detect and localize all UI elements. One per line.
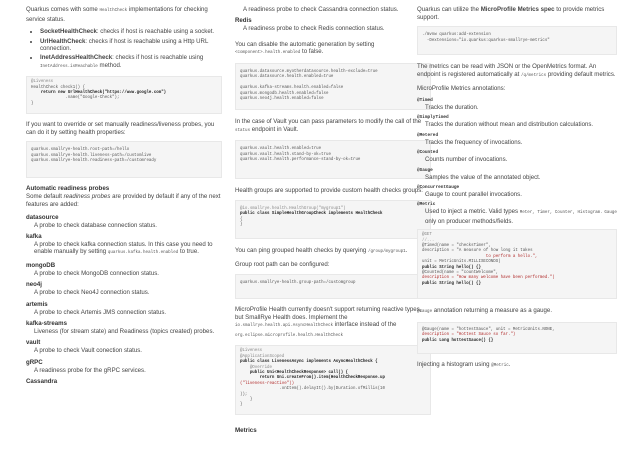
code-line: .name("Google-Check");	[31, 96, 120, 101]
vault-text-end: endpoint in Vault.	[251, 125, 299, 133]
code-line: -Dextensions="io.quarkus:quarkus-smallrye-metrics"	[422, 38, 550, 43]
code-line: quarkus.smallrye-health.readiness-path=/customready	[31, 159, 157, 164]
probe-list	[26, 214, 222, 386]
reactive-code-2: org.eclipse.microprofile.health.HealthCheck	[235, 333, 344, 338]
code-line: //...	[422, 238, 435, 243]
probe-desc: A probe to check Vault conection status.	[34, 347, 142, 355]
metrics-intro-paragraph	[417, 6, 617, 21]
reactive-paragraph	[235, 306, 431, 340]
code-line: @Liveness	[31, 80, 54, 85]
code-line: public class LivenessAsync implements AsyncHealthCheck {	[240, 360, 378, 365]
code-line: to perform a hello.",	[422, 254, 538, 259]
code-line: quarkus.vault.health.enabled=true	[240, 147, 322, 152]
probe-desc-tail: to true.	[179, 248, 199, 256]
probe-desc-code: quarkus.kafka.health.enabled	[107, 251, 179, 256]
cassandra-desc: A readiness probe to check Cassandra connection status.	[243, 6, 399, 13]
ping-text: You can ping grouped health checks by querying	[235, 246, 367, 254]
histogram-code: @Metric	[491, 363, 509, 368]
annotation-gauge: Gauge	[604, 211, 617, 216]
code-line: return Uni.createFrom().item(HealthCheckResponse.up	[240, 376, 385, 381]
code-block-gauge	[417, 322, 617, 354]
probe-desc: Liveness (for stream state) and Readiness (topics created) probes.	[34, 328, 215, 336]
redis-desc: A readiness probe to check Redis connection status.	[243, 25, 385, 33]
format-text-end: providing default metrics.	[547, 70, 616, 78]
probe-desc: A probe to check Artemis JMS connection status.	[34, 308, 167, 316]
code-line: public Long hottestSauce() {}	[422, 338, 494, 343]
list-item	[40, 54, 222, 71]
redis-term: Redis	[235, 17, 252, 25]
code-block-timed	[417, 229, 617, 299]
code-line: return new UrlHealthCheck("https://www.google.com")	[31, 91, 167, 96]
probe-term: artemis	[26, 300, 48, 308]
probe-term: gRPC	[26, 358, 43, 366]
bullet-text: : checks if host is reachable using a socket.	[96, 28, 215, 36]
code-block-vault	[235, 140, 431, 179]
histogram-text: Injecting a histogram using	[417, 360, 490, 368]
disable-paragraph	[235, 41, 431, 58]
code-line: @Gauge(name = "hottestSauce", unit = MetricUnits.NONE,	[422, 327, 555, 332]
auto-text-em: readiness probes	[63, 193, 111, 201]
code-block-add-extension	[417, 26, 617, 55]
auto-readiness-paragraph	[26, 193, 222, 208]
code-line: }	[240, 398, 253, 402]
bullet-text: : checks if host is reachable using a Http URL connection.	[40, 37, 209, 52]
annotations-list	[417, 98, 617, 225]
code-line: @Timed(name = "checksTimer",	[422, 244, 491, 249]
code-line: quarkus.smallrye-health.liveness-path=/customlive	[31, 153, 152, 158]
probe-desc: A probe to check MongoDB connection status.	[34, 269, 159, 277]
vault-text: In the case of Vault you can pass parameters to modify the call of the	[235, 118, 422, 125]
bullet-name: InetAddressHealthCheck	[40, 54, 113, 62]
annotation-term: @Metric	[417, 202, 436, 208]
bullet-tail: method.	[99, 61, 122, 69]
code-block-async	[235, 345, 431, 415]
code-line: ));	[240, 392, 248, 397]
reactive-text-mid: interface instead of the	[334, 321, 397, 329]
annotation-desc: Tracks the duration without mean and distribution calculations.	[425, 121, 594, 129]
disable-text: You can disable the automatic generation by setting	[235, 40, 375, 48]
intro-text-end: implementations for checking service status.	[26, 6, 208, 23]
code-line: .onItem().delayIt().by(Duration.ofMillis(10	[240, 387, 385, 392]
metrics-format-paragraph	[417, 63, 617, 80]
annotation-term: @Counted	[417, 150, 439, 156]
code-line: public String hello() {}	[422, 281, 481, 286]
probe-term: mongoDB	[26, 261, 56, 269]
probe-desc: A probe to check database connection status.	[34, 221, 157, 229]
auto-readiness-heading: Automatic readiness probes	[26, 185, 110, 193]
annotation-term: @Metered	[417, 132, 439, 138]
metrics-intro-text: Quarkus can utilize the	[417, 6, 479, 13]
list-item	[40, 38, 222, 53]
histogram-text-end: .	[508, 360, 511, 368]
code-line: @io.smallrye.health.HealthGroup("mygroup1")	[240, 206, 346, 211]
code-block-group	[235, 200, 431, 239]
gauge-paragraph	[417, 307, 617, 317]
metrics-spec-link: MicroProfile Metrics spec	[480, 6, 555, 13]
code-line: quarkus.smallrye-health.root-path=/hello	[31, 148, 130, 153]
probe-term: kafka-streams	[26, 320, 67, 328]
intro-code: HealthCheck	[99, 9, 128, 13]
annotation-term: @Gauge	[417, 167, 433, 173]
ping-code: /group/mygroup1	[367, 249, 406, 254]
code-line: @GET	[422, 233, 432, 238]
code-line: quarkus.vault.health.performance-stand-by-ok=true	[240, 158, 361, 162]
ping-paragraph	[235, 247, 431, 257]
bullet-name: UrlHealthCheck	[40, 37, 86, 45]
code-line: description = "Hottest Sauce so far.")	[422, 333, 516, 338]
format-text: The metrics can be read with JSON or the OpenMetrics format. An endpoint is registered automatically at	[417, 63, 597, 78]
annotation-desc: Samples the value of the annotated object.	[425, 173, 541, 181]
probe-term: datasource	[26, 213, 59, 221]
auto-text: Some default	[26, 193, 62, 201]
vault-paragraph	[235, 118, 431, 135]
format-code: /q/metrics	[521, 73, 547, 78]
code-line: @Counted(name = "countWelcome",	[422, 271, 499, 276]
probe-term: vault	[26, 339, 41, 347]
column-2	[235, 0, 431, 459]
code-block-disable	[235, 63, 431, 110]
disable-text-end: to false.	[302, 48, 324, 56]
probe-term: kafka	[26, 233, 42, 240]
code-line: unit = MetricUnits.MILLISECONDS)	[422, 260, 501, 265]
metrics-intro-end: to provide metrics support.	[417, 6, 605, 21]
code-line: public class SimpleHealthGroupCheck implements HealthCheck	[240, 212, 383, 217]
probe-desc-text: A probe to check kafka connection status. In this case you need to enable manually by setting	[34, 241, 213, 256]
column-3	[417, 0, 617, 459]
annotation-desc: Tracks the frequency of invocations.	[425, 138, 523, 146]
code-line: description = "How many welcome have been performed.")	[422, 276, 555, 281]
code-line: }	[31, 101, 34, 106]
annotation-desc: Counts number of invocations.	[425, 156, 508, 164]
code-line: public Uni<HealthCheckResponse> call() {	[240, 370, 349, 375]
health-check-list	[26, 28, 222, 71]
annotation-term: @ConcurrentGauge	[417, 185, 460, 190]
code-block-url-check	[26, 76, 222, 114]
histogram-paragraph	[417, 361, 617, 371]
probe-desc	[34, 241, 222, 258]
gauge-code: @Gauge	[417, 310, 433, 315]
probe-desc: A probe to check Neo4J connection status.	[34, 289, 150, 297]
annotation-term: @SimplyTimed	[417, 115, 449, 121]
code-line: ("liveness-reactive"))	[240, 381, 295, 386]
code-line: }	[240, 223, 243, 227]
vault-code: status	[235, 128, 251, 133]
disable-code: <component>.health.enabled	[235, 51, 301, 56]
code-line: }	[240, 403, 243, 408]
probe-term: Cassandra	[26, 378, 58, 386]
groups-paragraph: Health groups are supported to provide custom health checks groups:	[235, 187, 423, 195]
code-line: @ApplicationScoped	[240, 354, 285, 359]
probe-desc: A readiness probe for the gRPC services.	[34, 366, 146, 374]
annotation-desc-text: Used to inject a metric. Valid types	[425, 208, 519, 216]
annotations-intro: MicroProfile Metrics annotations:	[417, 85, 506, 93]
code-line: quarkus.smallrye-health.group-path=/customgroup	[240, 280, 356, 285]
code-line: HealthCheck check1() {	[31, 85, 86, 90]
annotation-desc	[425, 208, 617, 225]
root-path-paragraph: Group root path can be configured:	[235, 261, 330, 269]
code-line: {	[240, 217, 243, 222]
code-line: description = "A measure of how long it takes	[422, 249, 533, 254]
annotation-types: Meter, Timer, Counter, Histogram.	[519, 211, 603, 216]
annotation-term: @Timed	[417, 97, 433, 103]
list-item	[40, 28, 222, 35]
bullet-name: SocketHealthCheck	[40, 28, 97, 36]
code-line: @Liveness	[240, 349, 263, 354]
code-line: quarkus.neo4j.health.enabled=false	[240, 97, 324, 102]
intro-paragraph	[26, 6, 222, 23]
metrics-heading: Metrics	[235, 427, 257, 435]
annotation-desc: Tracks the duration.	[425, 103, 479, 111]
code-line: ./mvnw quarkus:add-extension	[422, 33, 491, 38]
code-line: quarkus.mongodb.health.enabled=false	[240, 91, 329, 96]
reactive-text: MicroProfile Health currently doesn't support returning reactive types, but SmallRye Health does. Implement the	[235, 305, 422, 321]
annotation-desc: Gauge to count parallel invocations.	[425, 191, 522, 198]
code-line: quarkus.vault.health.stand-by-ok=true	[240, 152, 331, 157]
gauge-text: annotation returning a measure as a gauge.	[433, 307, 553, 315]
code-block-group-path	[235, 274, 431, 299]
code-line: @Override	[240, 365, 272, 370]
override-paragraph: If you want to override or set manually readiness/liveness probes, you can do it by setting health properties:	[26, 121, 215, 136]
code-line: quarkus.kafka-streams.health.enabled=false	[240, 86, 344, 91]
reactive-code: io.smallrye.health.api.AsyncHealthCheck	[235, 324, 334, 329]
code-line: quarkus.datasource.health.enabled=true	[240, 75, 334, 80]
code-line: quarkus.datasource.myotherdatasource.health-exclude=true	[240, 70, 378, 74]
bullet-text: : checks if host is reachable using	[112, 54, 204, 62]
bullet-code: InetAddress.isReachable	[40, 64, 98, 69]
code-block-paths	[26, 141, 222, 178]
annotation-desc-tail: only on producer methods/fields.	[425, 217, 514, 225]
column-1	[26, 0, 222, 459]
intro-text: Quarkus comes with some	[26, 6, 98, 13]
ping-text-end: .	[405, 246, 408, 254]
code-line: public String hello() {}	[422, 265, 481, 270]
auto-text-end: are provided by default if any of the next features are added:	[26, 193, 221, 208]
probe-term: neo4j	[26, 281, 42, 289]
